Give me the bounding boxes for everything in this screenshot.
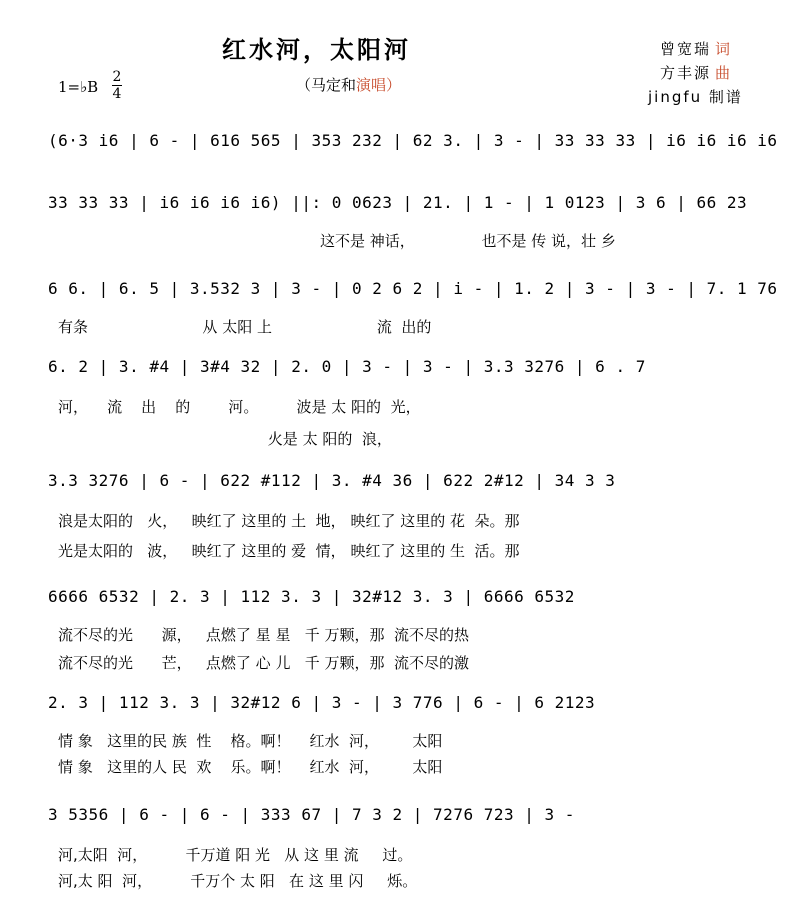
notation-line-2: 33 33 33 | i6 i6 i6 i6) ||: 0 0623 | 21. | 1 - | 1 0123 | 3 6 | 66 23 (48, 193, 748, 212)
notation-line-5: 3.3 3276 | 6 - | 622 #112 | 3. #4 36 | 622 2#12 | 34 3 3 (48, 471, 616, 490)
composer-name: 方丰源 (660, 64, 712, 82)
notation-line-6: 6666 6532 | 2. 3 | 112 3. 3 | 32#12 3. 3 | 6666 6532 (48, 587, 575, 606)
singer-role: 演唱） (356, 76, 402, 94)
singer-line (296, 74, 401, 95)
lyric-line-6b: 流不尽的光 芒， 点燃了 心 儿 千 万颗，那 流不尽的激 (58, 654, 470, 672)
lyricist-role: 词 (715, 40, 733, 58)
time-signature (112, 70, 122, 101)
lyric-line-2a: 这不是 神话， 也不是 传 说，壮 乡 (320, 232, 616, 250)
lyricist-credit (660, 38, 732, 59)
lyric-line-5b: 光是太阳的 波， 映红了 这里的 爱 情， 映红了 这里的 生 活。那 (58, 542, 520, 560)
lyric-line-8a: 河,太阳 河， 千万道 阳 光 从 这 里 流 过。 (58, 846, 413, 864)
lyricist-name: 曾宽瑞 (660, 40, 712, 58)
lyric-line-5a: 浪是太阳的 火， 映红了 这里的 土 地， 映红了 这里的 花 朵。那 (58, 512, 520, 530)
notation-line-1: (6·3 i6 | 6 - | 616 565 | 353 232 | 62 3. | 3 - | 33 33 33 | i6 i6 i6 i6 (48, 131, 778, 150)
lyric-line-7a: 情 象 这里的民 族 性 格。啊！ 红水 河， 太阳 (58, 732, 443, 750)
key-signature: 1=♭B (58, 78, 99, 96)
notation-line-8: 3 5356 | 6 - | 6 - | 333 67 | 7 3 2 | 7276 723 | 3 - (48, 805, 575, 824)
notation-line-4: 6. 2 | 3. #4 | 3#4 32 | 2. 0 | 3 - | 3 - | 3.3 3276 | 6 . 7 (48, 357, 646, 376)
composer-credit (660, 62, 732, 83)
notation-line-3: 6 6. | 6. 5 | 3.532 3 | 3 - | 0 2 6 2 | i - | 1. 2 | 3 - | 3 - | 7. 1 76 (48, 279, 778, 298)
meter-bottom: 4 (112, 86, 122, 102)
composer-role: 曲 (715, 64, 733, 82)
lyric-line-4b: 火是 太 阳的 浪， (58, 430, 392, 448)
transcriber-credit: jingfu 制谱 (648, 88, 743, 106)
lyric-line-7b: 情 象 这里的人 民 欢 乐。啊！ 红水 河， 太阳 (58, 758, 443, 776)
lyric-line-3a: 有条 从 太阳 上 流 出的 (58, 318, 432, 336)
notation-line-7: 2. 3 | 112 3. 3 | 32#12 6 | 3 - | 3 776 | 6 - | 6 2123 (48, 693, 596, 712)
singer-name: （马定和 (296, 76, 357, 94)
lyric-line-4a: 河， 流 出 的 河。 波是 太 阳的 光， (58, 398, 421, 416)
song-title: 红水河，太阳河 (222, 36, 411, 64)
meter-top: 2 (112, 69, 122, 85)
lyric-line-8b: 河,太 阳 河， 千万个 太 阳 在 这 里 闪 烁。 (58, 872, 418, 890)
lyric-line-6a: 流不尽的光 源， 点燃了 星 星 千 万颗，那 流不尽的热 (58, 626, 470, 644)
